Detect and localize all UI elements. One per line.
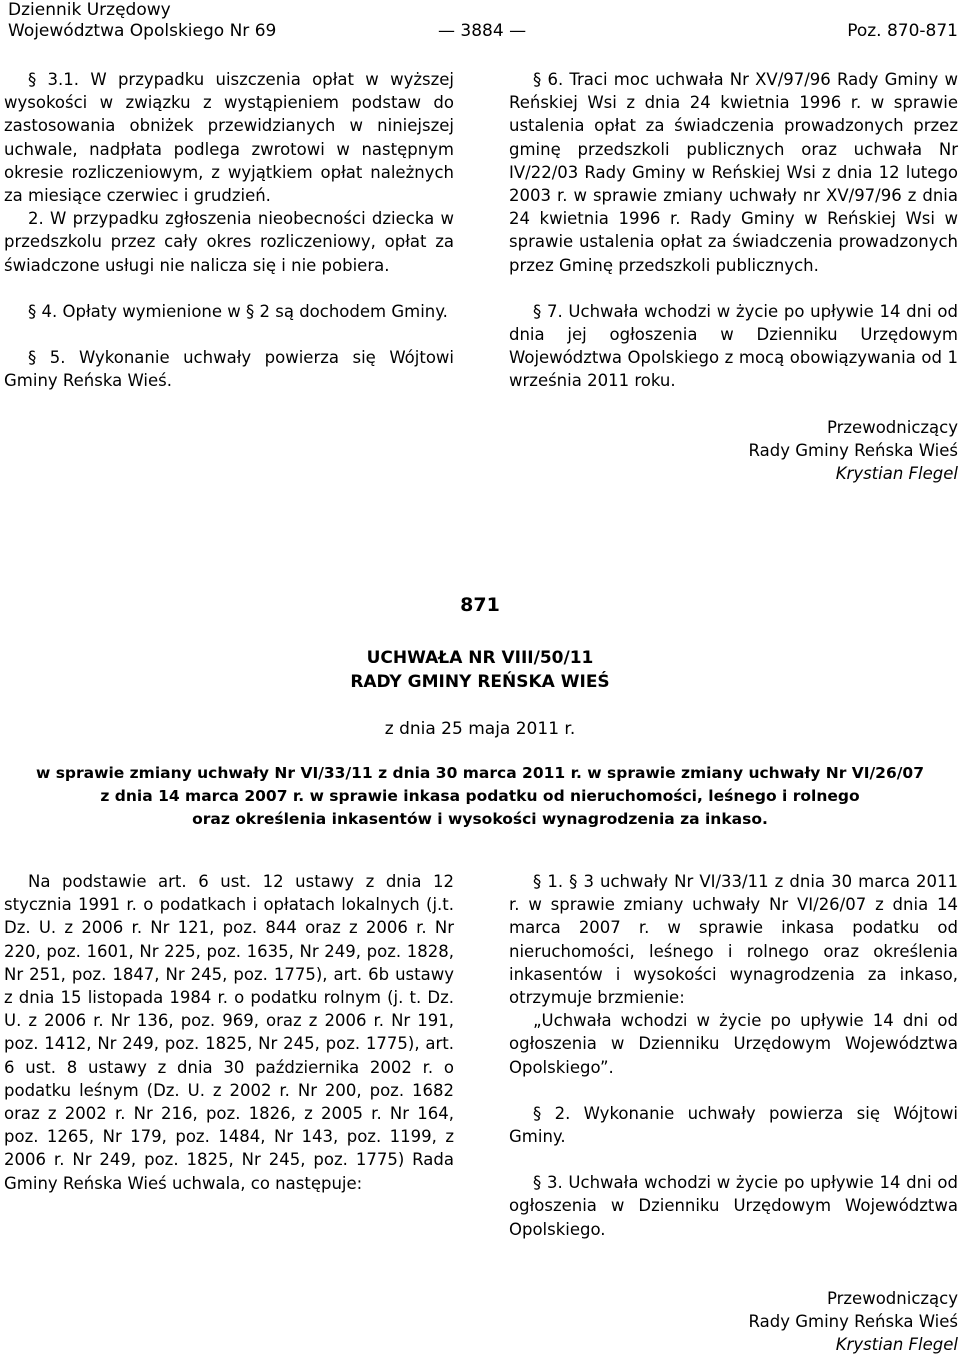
paragraph-1: § 1. § 3 uchwały Nr VI/33/11 z dnia 30 marca 2011 r. w sprawie zmiany uchwały Nr VI/26/07 z dnia 14 marca 2007 r. w sprawie inkasa podatku od nieruchomości, leśnego i rolnego oraz określenia inkasentów i wysokości wynagrodzenia za inkaso, otrzymuje brzmienie:: [509, 872, 958, 1008]
column-top-right: [509, 68, 958, 485]
paragraph-3-1: § 3.1. W przypadku uiszczenia opłat w wyższej wysokości w związku z wystąpieniem podstaw do zastosowania obniżek przewidzianych w niniejszej uchwale, nadpłata podlega zwrotowi w następnym okresie rozliczeniowym, z wyjątkiem opłat należnych za miesiące czerwiec i grudzień.: [4, 70, 454, 206]
resolution-title: [0, 646, 960, 694]
signature-top: [509, 416, 958, 486]
page-number: — 3884 —: [438, 21, 527, 41]
signature-name: Krystian Flegel: [835, 1335, 958, 1355]
signature-body: Rady Gminy Reńska Wieś: [748, 440, 958, 460]
column-top-left: [4, 68, 454, 392]
signature-role: Przewodniczący: [826, 1288, 958, 1308]
journal-title: Dziennik Urzędowy: [8, 0, 171, 20]
signature-bottom: [509, 1287, 958, 1356]
legal-basis-paragraph: Na podstawie art. 6 ust. 12 ustawy z dnia 12 stycznia 1991 r. o podatkach i opłatach lokalnych (j.t. Dz. U. z 2006 r. Nr 121, poz. 844 oraz z 2006 r. Nr 220, poz. 1601, Nr 225, poz. 1635, Nr 249, poz. 1828, Nr 251, poz. 1847, Nr 245, poz. 1775), art. 6b ustawy z dnia 15 listopada 1984 r. o podatku rolnym (j. t. Dz. U. z 2006 r. Nr 136, poz. 969, oraz z 2006 r. Nr 191, poz. 1412, Nr 249, poz. 1825, Nr 245, poz. 1775), art. 6 ust. 8 ustawy z dnia 30 października 2002 r. o podatku leśnym (Dz. U. z 2002 r. Nr 200, poz. 1682 oraz z 2002 r. Nr 216, poz. 1826, z 2005 r. Nr 164, poz. 1265, Nr 179, poz. 1484, Nr 143, poz. 1199, z 2006 r. Nr 249, poz. 1825, Nr 245, poz. 1775) Rada Gminy Reńska Wieś uchwala, co następuje:: [4, 872, 454, 1193]
signature-name: Krystian Flegel: [835, 464, 958, 484]
journal-subtitle: Województwa Opolskiego Nr 69: [8, 21, 277, 41]
resolution-subject-line1: w sprawie zmiany uchwały Nr VI/33/11 z dnia 30 marca 2011 r. w sprawie zmiany uchwały Nr VI/26/07: [35, 764, 924, 782]
paragraph-6: § 6. Traci moc uchwała Nr XV/97/96 Rady Gminy w Reńskiej Wsi z dnia 24 kwietnia 1996 r. w sprawie ustalenia opłat za świadczenia prowadzonych przez gminę przedszkoli publicznych oraz uchwała Nr IV/22/03 Rady Gminy w Reńskiej Wsi z dnia 12 lutego 2003 r. w sprawie zmiany uchwały nr XV/97/96 z dnia 24 kwietnia 1996 r. Rady Gminy w Reńskiej Wsi w sprawie ustalenia opłat za świadczenia prowadzonych przez Gminę przedszkoli publicznych.: [509, 70, 958, 275]
resolution-number: 871: [460, 594, 500, 616]
quoted-text: „Uchwała wchodzi w życie po upływie 14 dni od ogłoszenia w Dzienniku Urzędowym Województwa Opolskiego”.: [509, 1011, 958, 1077]
paragraph-3-2: 2. W przypadku zgłoszenia nieobecności dziecka w przedszkolu przez cały okres rozliczeniowy, opłat za świadczone usługi nie nalicza się i nie pobiera.: [4, 209, 454, 275]
resolution-date: z dnia 25 maja 2011 r.: [384, 719, 576, 739]
position-number: Poz. 870-871: [847, 21, 958, 41]
resolution-subject: [0, 762, 960, 831]
paragraph-4: § 4. Opłaty wymienione w § 2 są dochodem Gminy.: [28, 301, 448, 321]
signature-body: Rady Gminy Reńska Wieś: [748, 1312, 958, 1332]
column-bottom-right: [509, 870, 958, 1356]
paragraph-5: § 5. Wykonanie uchwały powierza się Wójtowi Gminy Reńska Wieś.: [4, 348, 454, 391]
paragraph-2: § 2. Wykonanie uchwały powierza się Wójtowi Gminy.: [509, 1103, 958, 1147]
signature-role: Przewodniczący: [826, 417, 958, 437]
paragraph-7: § 7. Uchwała wchodzi w życie po upływie 14 dni od dnia jej ogłoszenia w Dzienniku Urzędowym Województwa Opolskiego z mocą obowiązywania od 1 września 2011 roku.: [509, 301, 958, 391]
column-bottom-left: [4, 870, 454, 1195]
resolution-subject-line2: z dnia 14 marca 2007 r. w sprawie inkasa podatku od nieruchomości, leśnego i rolnego: [100, 787, 860, 805]
resolution-subject-line3: oraz określenia inkasentów i wysokości wynagrodzenia za inkaso.: [192, 810, 768, 828]
paragraph-3: § 3. Uchwała wchodzi w życie po upływie 14 dni od ogłoszenia w Dzienniku Urzędowym Województwa Opolskiego.: [509, 1173, 958, 1239]
resolution-title-line1: UCHWAŁA NR VIII/50/11: [366, 648, 594, 668]
page-header: [8, 0, 958, 44]
resolution-title-line2: RADY GMINY REŃSKA WIEŚ: [350, 672, 610, 692]
